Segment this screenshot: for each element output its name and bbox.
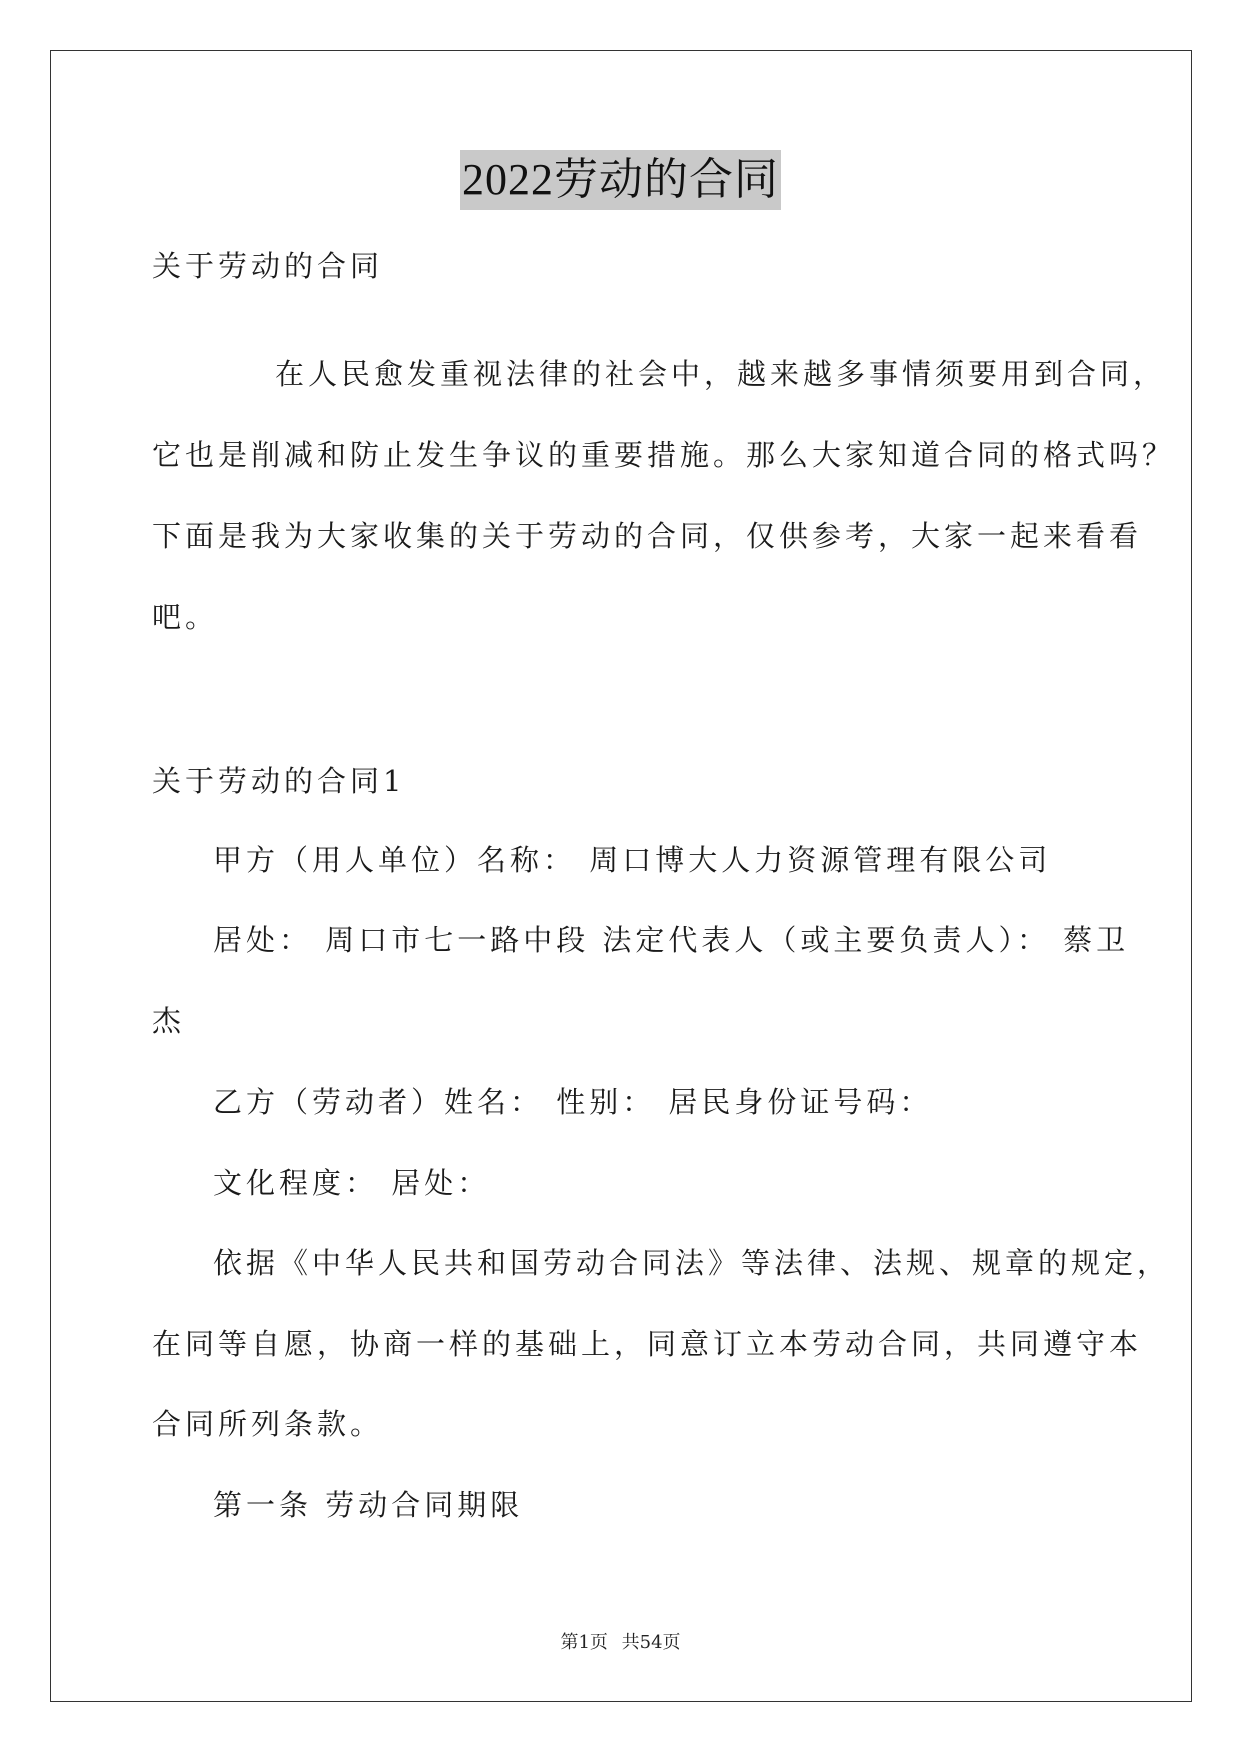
intro-paragraph-line: 它也是削减和防止发生争议的重要措施。那么大家知道合同的格式吗？ (152, 438, 1176, 472)
document-title: 2022劳动的合同 (460, 150, 781, 210)
intro-paragraph-line: 在人民愈发重视法律的社会中，越来越多事情须要用到合同， (275, 357, 1167, 391)
page-total: 共54页 (621, 1632, 681, 1653)
contract-heading: 关于劳动的合同1 (152, 764, 406, 798)
legal-basis-line: 在同等自愿，协商一样的基础上，同意订立本劳动合同，共同遵守本 (152, 1327, 1143, 1361)
legal-basis-line: 依据《中华人民共和国劳动合同法》等法律、法规、规章的规定， (213, 1246, 1171, 1280)
article-one-heading: 第一条 劳动合同期限 (213, 1488, 524, 1522)
title-container (0, 150, 1241, 210)
intro-paragraph-line: 吧。 (152, 600, 219, 634)
party-a-address-continued: 杰 (152, 1004, 186, 1038)
party-a-address: 居处： 周口市七一路中段 法定代表人（或主要负责人）： 蔡卫 (213, 923, 1130, 957)
legal-basis-line: 合同所列条款。 (152, 1407, 384, 1441)
page-number: 第1页 (560, 1632, 608, 1653)
party-b-info: 乙方（劳动者）姓名： 性别： 居民身份证号码： (213, 1085, 933, 1119)
party-a-name: 甲方（用人单位）名称： 周口博大人力资源管理有限公司 (213, 843, 1052, 877)
page-footer (0, 1628, 1241, 1654)
party-b-education: 文化程度： 居处： (213, 1166, 491, 1200)
section-heading: 关于劳动的合同 (152, 249, 384, 283)
intro-paragraph-line: 下面是我为大家收集的关于劳动的合同，仅供参考，大家一起来看看 (152, 519, 1143, 553)
